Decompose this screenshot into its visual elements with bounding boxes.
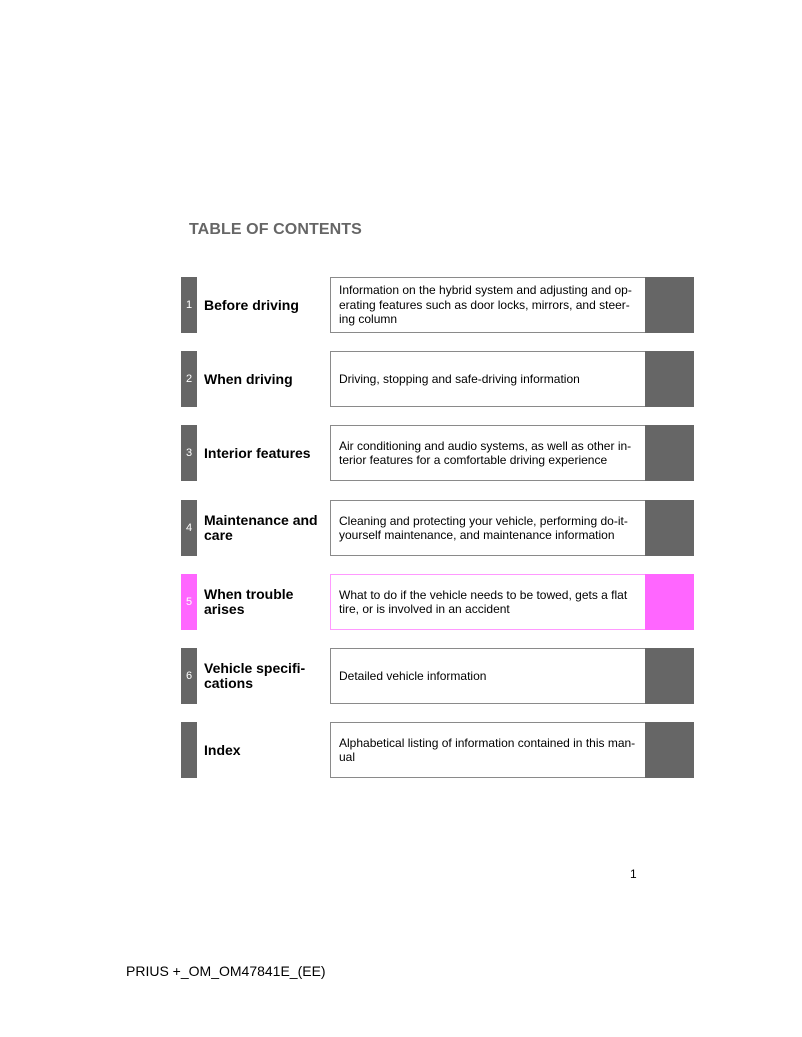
section-title[interactable]: When trouble arises <box>204 586 294 617</box>
section-description-box <box>330 277 657 333</box>
section-description: Cleaning and protecting your vehicle, performing do-it- yourself maintenance, and maintenance information <box>339 513 628 542</box>
section-title[interactable]: When driving <box>204 370 293 387</box>
section-number-tab: 4 <box>181 500 197 556</box>
toc-entry-when-driving[interactable] <box>181 351 694 407</box>
section-title[interactable]: Index <box>204 741 241 758</box>
section-endcap <box>645 574 694 630</box>
section-description: What to do if the vehicle needs to be towed, gets a flat tire, or is involved in an accident <box>339 587 628 616</box>
section-title[interactable]: Vehicle specifi- cations <box>204 660 306 691</box>
section-description: Information on the hybrid system and adjusting and op- erating features such as door locks, mirrors, and steer- ing column <box>339 283 632 327</box>
document-code-footer: PRIUS +_OM_OM47841E_(EE) <box>126 963 326 979</box>
section-description-box <box>330 574 657 630</box>
section-endcap <box>645 425 694 481</box>
section-number-tab: 1 <box>181 277 197 333</box>
page-number: 1 <box>630 867 637 881</box>
section-description: Air conditioning and audio systems, as well as other in- terior features for a comfortable driving experience <box>339 438 632 467</box>
toc-entry-index[interactable] <box>181 722 694 778</box>
section-description-box <box>330 500 657 556</box>
section-description: Driving, stopping and safe-driving information <box>339 371 580 386</box>
section-description-box <box>330 722 657 778</box>
section-number-tab: 6 <box>181 648 197 704</box>
section-number-tab: 3 <box>181 425 197 481</box>
section-description-box <box>330 648 657 704</box>
section-endcap <box>645 277 694 333</box>
section-number-tab <box>181 722 197 778</box>
section-description: Alphabetical listing of information contained in this man- ual <box>339 735 636 764</box>
section-endcap <box>645 500 694 556</box>
toc-entry-interior-features[interactable] <box>181 425 694 481</box>
section-title[interactable]: Maintenance and care <box>204 512 318 543</box>
page-title: TABLE OF CONTENTS <box>189 221 362 238</box>
section-number-tab: 5 <box>181 574 197 630</box>
section-title[interactable]: Interior features <box>204 444 311 461</box>
section-endcap <box>645 722 694 778</box>
section-endcap <box>645 351 694 407</box>
section-title[interactable]: Before driving <box>204 296 299 313</box>
section-description: Detailed vehicle information <box>339 668 487 683</box>
section-description-box <box>330 351 657 407</box>
toc-entry-when-trouble-arises[interactable] <box>181 574 694 630</box>
toc-entry-vehicle-specifications[interactable] <box>181 648 694 704</box>
toc-entry-before-driving[interactable] <box>181 277 694 333</box>
toc-entry-maintenance-and-care[interactable] <box>181 500 694 556</box>
section-description-box <box>330 425 657 481</box>
section-endcap <box>645 648 694 704</box>
section-number-tab: 2 <box>181 351 197 407</box>
